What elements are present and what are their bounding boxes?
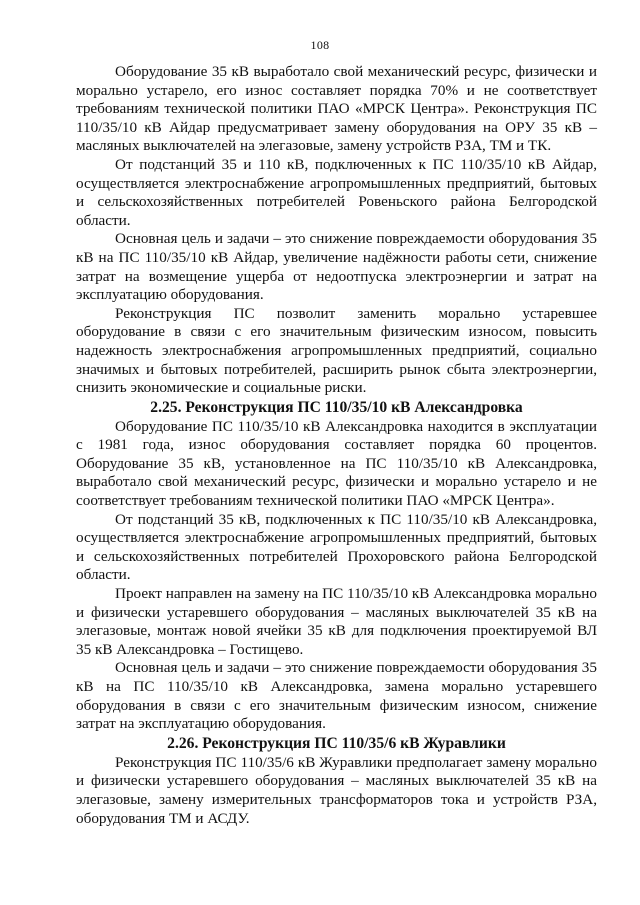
paragraph-aidar-benefits: Реконструкция ПС позволит заменить морально устаревшее оборудование в связи с его значительным физическим износом, повысить надежность электроснабжения агропромышленных предприятий, социально значимых и бытовых потребителей, расширить рынок сбыта электроэнергии, снизить экономические и социальные риски.	[76, 304, 597, 397]
paragraph-aidar-consumers: От подстанций 35 и 110 кВ, подключенных к ПС 110/35/10 кВ Айдар, осуществляется электроснабжение агропромышленных предприятий, бытовых и сельскохозяйственных потребителей Ровеньского района Белгородской области.	[76, 155, 597, 229]
paragraph-aidar-goals: Основная цель и задачи – это снижение повреждаемости оборудования 35 кВ на ПС 110/35/10 кВ Айдар, увеличение надёжности работы сети, снижение затрат на возмещение ущерба от недоотпуска электроэнергии и затрат на эксплуатацию оборудования.	[76, 230, 597, 304]
document-body	[76, 63, 597, 828]
paragraph-aleksandrovka-project: Проект направлен на замену на ПС 110/35/10 кВ Александровка морально и физически устаревшего оборудования – масляных выключателей 35 кВ на элегазовые, монтаж новой ячейки 35 кВ для подключения проектируемой ВЛ 35 кВ Александровка – Гостищево.	[76, 585, 597, 658]
section-heading-2-25: 2.25. Реконструкция ПС 110/35/10 кВ Александровка	[150, 398, 523, 416]
paragraph-aidar-equipment: Оборудование 35 кВ выработало свой механический ресурс, физически и морально устарело, его износ составляет порядка 70% и не соответствует требованиям технической политики ПАО «МРСК Центра». Реконструкция ПС 110/35/10 кВ Айдар предусматривает замену оборудования на ОРУ 35 кВ – масляных выключателей на элегазовые, замену устройств РЗА, ТМ и ТК.	[76, 63, 597, 155]
section-heading-2-26: 2.26. Реконструкция ПС 110/35/6 кВ Журавлики	[167, 734, 506, 752]
page-number: 108	[310, 38, 330, 52]
paragraph-aleksandrovka-equipment: Оборудование ПС 110/35/10 кВ Александровка находится в эксплуатации с 1981 года, износ оборудования составляет порядка 60 процентов. Оборудование 35 кВ, установленное на ПС 110/35/10 кВ Александровка, выработало свой механический ресурс, физически и морально устарело и не соответствует требованиям технической политики ПАО «МРСК Центра».	[76, 417, 597, 510]
paragraph-aleksandrovka-consumers: От подстанций 35 кВ, подключенных к ПС 110/35/10 кВ Александровка, осуществляется электроснабжение агропромышленных предприятий, бытовых и сельскохозяйственных потребителей Прохоровского района Белгородской области.	[76, 510, 597, 584]
paragraph-aleksandrovka-goals: Основная цель и задачи – это снижение повреждаемости оборудования 35 кВ на ПС 110/35/10 кВ Александровка, замена морально устаревшего оборудования в связи с его значительным физическим износом, снижение затрат на эксплуатацию оборудования.	[76, 659, 597, 733]
paragraph-zhuravliki-reconstruction: Реконструкция ПС 110/35/6 кВ Журавлики предполагает замену морально и физически устаревшего оборудования – масляных выключателей 35 кВ на элегазовые, замену измерительных трансформаторов тока и устройств РЗА, оборудования ТМ и АСДУ.	[76, 753, 597, 827]
